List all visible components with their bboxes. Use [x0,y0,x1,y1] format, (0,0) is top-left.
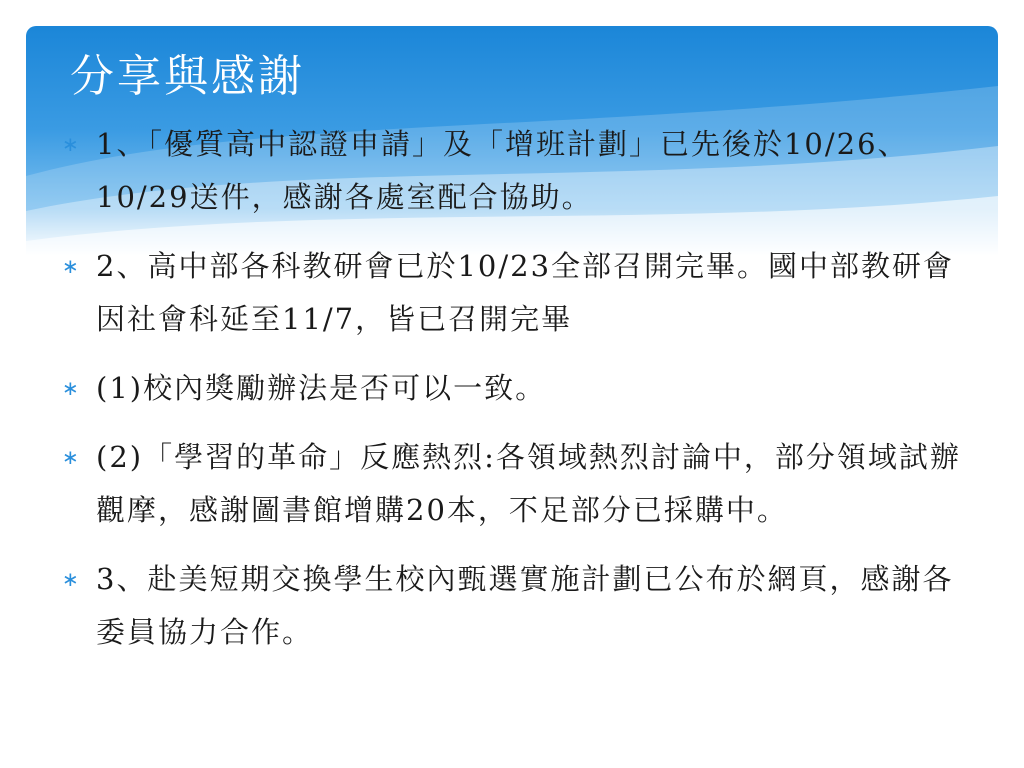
bullet-item [62,362,962,415]
bullet-item [62,118,962,224]
bullet-item [62,553,962,659]
asterisk-bullet-icon: ∗ [62,445,81,469]
asterisk-bullet-icon: ∗ [62,254,81,278]
bullet-text: 2、高中部各科教研會已於10/23全部召開完畢。國中部教研會因社會科延至11/7，皆已召開完畢 [96,249,955,336]
asterisk-bullet-icon: ∗ [62,376,81,400]
bullet-text: 1、「優質高中認證申請」及「增班計劃」已先後於10/26、10/29送件，感謝各處室配合協助。 [96,127,909,214]
bullet-text: 3、赴美短期交換學生校內甄選實施計劃已公布於網頁，感謝各委員協力合作。 [96,562,954,649]
bullet-text: (2)「學習的革命」反應熱烈:各領域熱烈討論中，部分領域試辦觀摩，感謝圖書館增購20本，不足部分已採購中。 [96,440,961,527]
bullet-item [62,431,962,537]
slide-title: 分享與感謝 [70,51,305,102]
bullet-text: (1)校內獎勵辦法是否可以一致。 [96,371,547,405]
asterisk-bullet-icon: ∗ [62,132,81,156]
bullet-item [62,240,962,346]
bullet-list [62,118,962,675]
asterisk-bullet-icon: ∗ [62,567,81,591]
